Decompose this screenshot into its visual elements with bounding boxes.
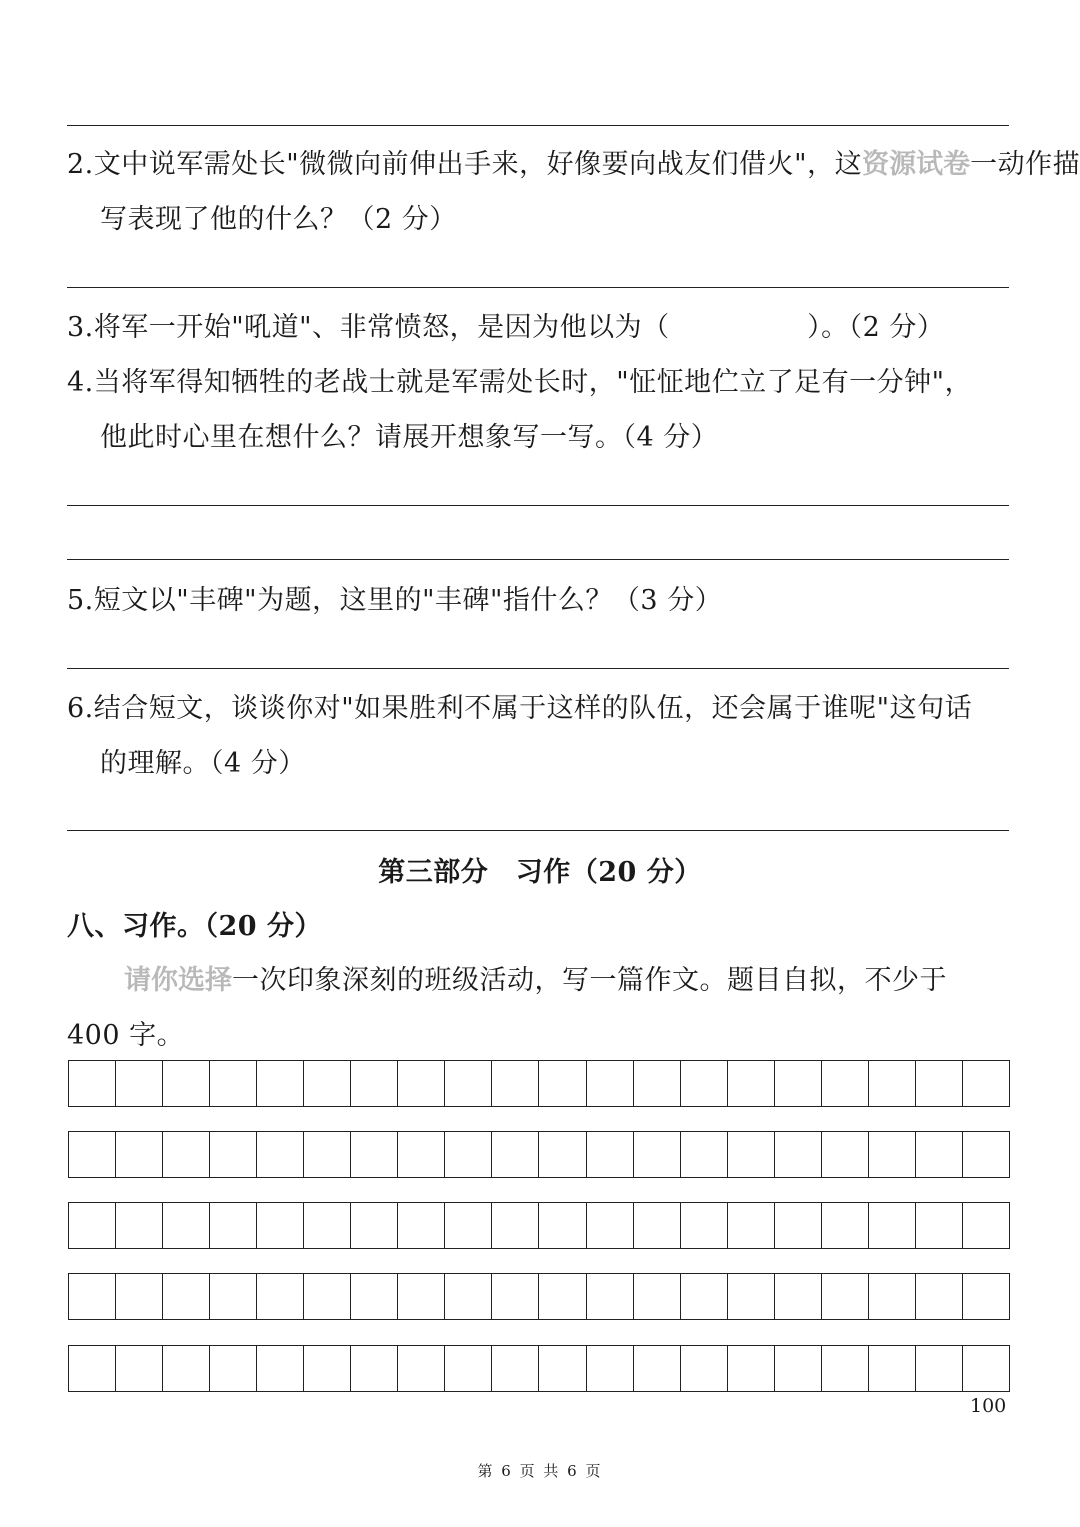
question-2-text: 2.文中说军需处长"微微向前伸出手来，好像要向战友们借火"，这 [67, 149, 863, 180]
writing-grid-cell[interactable] [539, 1061, 586, 1106]
writing-grid-cell[interactable] [634, 1346, 681, 1391]
writing-grid-cell[interactable] [304, 1061, 351, 1106]
writing-grid-cell[interactable] [822, 1346, 869, 1391]
writing-grid-cell[interactable] [775, 1274, 822, 1319]
writing-grid-cell[interactable] [775, 1346, 822, 1391]
question-5: 5.短文以"丰碑"为题，这里的"丰碑"指什么？（3 分） [67, 585, 723, 616]
writing-grid-cell[interactable] [351, 1061, 398, 1106]
writing-grid-cell[interactable] [210, 1346, 257, 1391]
answer-line[interactable] [67, 559, 1009, 560]
writing-grid-cell[interactable] [869, 1274, 916, 1319]
answer-line[interactable] [67, 830, 1009, 831]
question-2-line-1 [67, 148, 1080, 182]
writing-grid-cell[interactable] [163, 1274, 210, 1319]
writing-grid-cell[interactable] [681, 1132, 728, 1177]
writing-grid-cell[interactable] [869, 1203, 916, 1248]
writing-grid-cell[interactable] [163, 1132, 210, 1177]
writing-grid-row [68, 1345, 1010, 1392]
writing-grid-cell[interactable] [163, 1203, 210, 1248]
writing-grid-cell[interactable] [492, 1203, 539, 1248]
writing-grid-cell[interactable] [351, 1203, 398, 1248]
writing-grid-cell[interactable] [728, 1346, 775, 1391]
writing-grid-cell[interactable] [916, 1061, 963, 1106]
writing-grid-cell[interactable] [728, 1132, 775, 1177]
writing-grid-cell[interactable] [257, 1274, 304, 1319]
writing-grid-cell[interactable] [634, 1061, 681, 1106]
writing-grid-cell[interactable] [539, 1274, 586, 1319]
watermark: 资源试卷 [862, 149, 971, 180]
writing-grid-cell[interactable] [587, 1274, 634, 1319]
writing-grid-cell[interactable] [257, 1132, 304, 1177]
writing-grid-cell[interactable] [822, 1203, 869, 1248]
writing-grid-cell[interactable] [69, 1132, 116, 1177]
writing-grid-cell[interactable] [398, 1061, 445, 1106]
writing-grid-cell[interactable] [116, 1132, 163, 1177]
writing-grid-cell[interactable] [539, 1346, 586, 1391]
writing-grid-cell[interactable] [69, 1203, 116, 1248]
question-8-prompt-line-2: 400 字。 [67, 1020, 185, 1051]
writing-grid-cell[interactable] [681, 1061, 728, 1106]
writing-grid-cell[interactable] [69, 1346, 116, 1391]
question-4-line-2: 他此时心里在想什么？请展开想象写一写。（4 分） [100, 422, 719, 453]
writing-grid-cell[interactable] [304, 1346, 351, 1391]
answer-line[interactable] [67, 668, 1009, 669]
writing-grid-cell[interactable] [869, 1061, 916, 1106]
writing-grid-cell[interactable] [210, 1203, 257, 1248]
writing-grid-cell[interactable] [916, 1132, 963, 1177]
answer-line[interactable] [67, 505, 1009, 506]
writing-grid-cell[interactable] [634, 1132, 681, 1177]
writing-grid-cell[interactable] [445, 1274, 492, 1319]
writing-grid-cell[interactable] [728, 1274, 775, 1319]
writing-grid-cell[interactable] [775, 1061, 822, 1106]
question-4-line-1: 4.当将军得知牺牲的老战士就是军需处长时，"怔怔地伫立了足有一分钟"， [67, 367, 973, 398]
writing-grid-cell[interactable] [822, 1061, 869, 1106]
writing-grid-cell[interactable] [492, 1346, 539, 1391]
writing-grid-cell[interactable] [257, 1346, 304, 1391]
question-2-text-end: 一动作描 [970, 149, 1080, 180]
writing-grid-cell[interactable] [257, 1061, 304, 1106]
question-8-prompt-line-1 [124, 964, 947, 998]
writing-grid-cell[interactable] [69, 1274, 116, 1319]
writing-grid-cell[interactable] [963, 1346, 1009, 1391]
section-title: 第三部分 习作（20 分） [378, 857, 702, 888]
writing-grid-cell[interactable] [398, 1346, 445, 1391]
writing-grid-cell[interactable] [445, 1061, 492, 1106]
writing-grid-row [68, 1273, 1010, 1320]
writing-grid-cell[interactable] [634, 1203, 681, 1248]
writing-grid-cell[interactable] [398, 1203, 445, 1248]
writing-grid-cell[interactable] [351, 1346, 398, 1391]
question-6-line-2: 的理解。（4 分） [100, 748, 306, 779]
writing-grid-cell[interactable] [587, 1132, 634, 1177]
writing-grid-cell[interactable] [445, 1203, 492, 1248]
writing-grid-cell[interactable] [728, 1061, 775, 1106]
writing-grid-cell[interactable] [916, 1203, 963, 1248]
writing-grid-cell[interactable] [869, 1346, 916, 1391]
question-6-line-1: 6.结合短文，谈谈你对"如果胜利不属于这样的队伍，还会属于谁呢"这句话 [67, 693, 973, 724]
writing-grid-cell[interactable] [304, 1203, 351, 1248]
writing-grid-cell[interactable] [963, 1203, 1009, 1248]
writing-grid-cell[interactable] [210, 1061, 257, 1106]
writing-grid-cell[interactable] [587, 1203, 634, 1248]
writing-grid-cell[interactable] [587, 1346, 634, 1391]
writing-grid-cell[interactable] [869, 1132, 916, 1177]
writing-grid-cell[interactable] [445, 1132, 492, 1177]
writing-grid-cell[interactable] [116, 1061, 163, 1106]
word-count-mark: 100 [970, 1395, 1007, 1417]
writing-grid-row [68, 1202, 1010, 1249]
answer-line[interactable] [67, 125, 1009, 126]
writing-grid-cell[interactable] [116, 1346, 163, 1391]
writing-grid-cell[interactable] [916, 1274, 963, 1319]
writing-grid-cell[interactable] [775, 1132, 822, 1177]
writing-grid-cell[interactable] [492, 1061, 539, 1106]
writing-grid-cell[interactable] [916, 1346, 963, 1391]
writing-grid-cell[interactable] [539, 1203, 586, 1248]
writing-grid-cell[interactable] [539, 1132, 586, 1177]
writing-grid-cell[interactable] [398, 1132, 445, 1177]
writing-grid-cell[interactable] [681, 1274, 728, 1319]
writing-grid-cell[interactable] [116, 1203, 163, 1248]
writing-grid-cell[interactable] [963, 1274, 1009, 1319]
writing-grid-cell[interactable] [822, 1274, 869, 1319]
writing-grid-cell[interactable] [210, 1132, 257, 1177]
writing-grid-cell[interactable] [963, 1132, 1009, 1177]
writing-grid-cell[interactable] [775, 1203, 822, 1248]
page-footer: 第 6 页 共 6 页 [477, 1462, 603, 1480]
writing-grid-cell[interactable] [351, 1274, 398, 1319]
question-8-title: 八、习作。（20 分） [67, 911, 322, 942]
writing-grid-cell[interactable] [210, 1274, 257, 1319]
writing-grid-row [68, 1131, 1010, 1178]
writing-grid-cell[interactable] [163, 1061, 210, 1106]
writing-grid-cell[interactable] [69, 1061, 116, 1106]
writing-grid-cell[interactable] [681, 1346, 728, 1391]
writing-grid-cell[interactable] [822, 1132, 869, 1177]
question-8-prompt: 一次印象深刻的班级活动，写一篇作文。题目自拟，不少于 [232, 965, 947, 996]
writing-grid-cell[interactable] [445, 1346, 492, 1391]
writing-grid-cell[interactable] [351, 1132, 398, 1177]
writing-grid-cell[interactable] [257, 1203, 304, 1248]
writing-grid-cell[interactable] [587, 1061, 634, 1106]
answer-line[interactable] [67, 287, 1009, 288]
writing-grid-cell[interactable] [304, 1132, 351, 1177]
writing-grid-cell[interactable] [728, 1203, 775, 1248]
watermark: 请你选择 [124, 965, 232, 996]
writing-grid-cell[interactable] [398, 1274, 445, 1319]
writing-grid-cell[interactable] [963, 1061, 1009, 1106]
question-3: 3.将军一开始"吼道"、非常愤怒，是因为他以为（ ）。（2 分） [67, 312, 945, 343]
writing-grid-cell[interactable] [492, 1274, 539, 1319]
writing-grid-cell[interactable] [163, 1346, 210, 1391]
writing-grid-cell[interactable] [492, 1132, 539, 1177]
writing-grid-cell[interactable] [681, 1203, 728, 1248]
writing-grid-cell[interactable] [116, 1274, 163, 1319]
question-2-line-2: 写表现了他的什么？（2 分） [100, 204, 457, 235]
writing-grid-cell[interactable] [634, 1274, 681, 1319]
writing-grid-row [68, 1060, 1010, 1107]
writing-grid-cell[interactable] [304, 1274, 351, 1319]
